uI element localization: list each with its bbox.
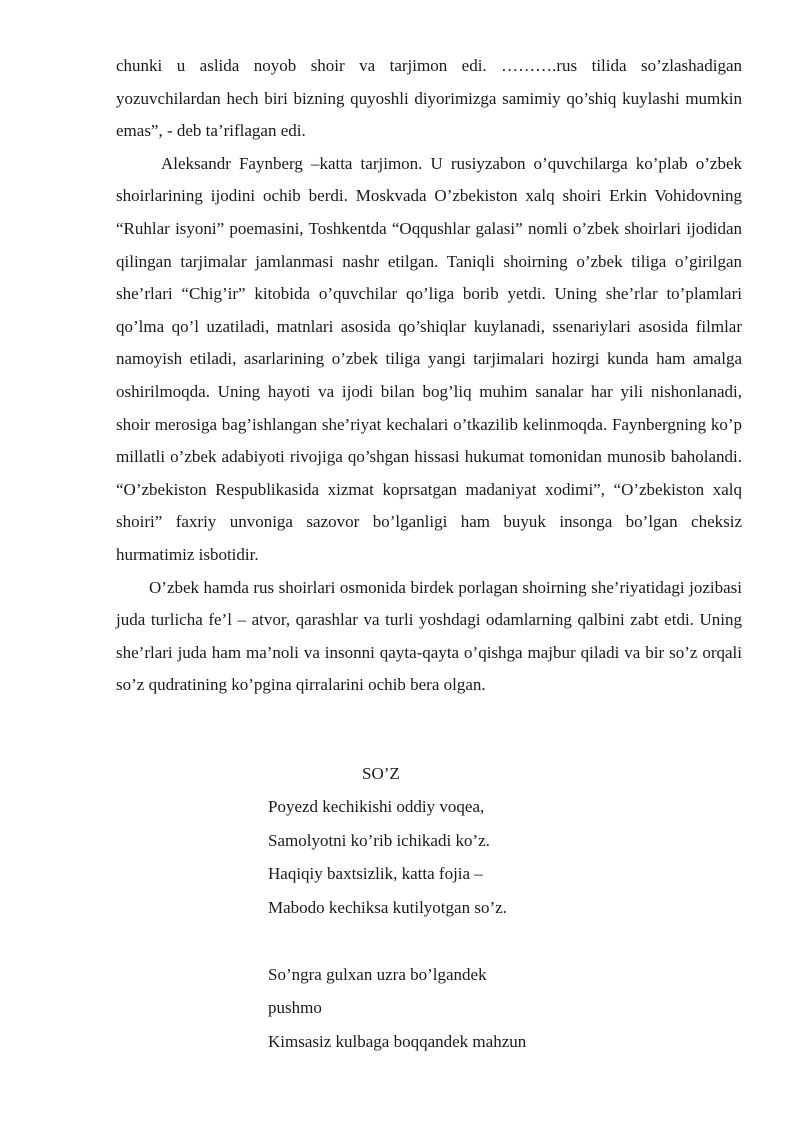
poem-word: So’ngra xyxy=(268,964,322,984)
poem-line: Haqiqiy baxtsizlik, katta fojia – xyxy=(268,864,483,883)
poem xyxy=(268,790,568,1058)
body-text xyxy=(116,50,742,702)
poem-word: bo’lgandek xyxy=(410,964,487,984)
poem-line: Kimsasiz kulbaga boqqandek mahzun xyxy=(268,1031,527,1051)
poem-line: Samolyotni ko’rib ichikadi ko’z. xyxy=(268,830,490,850)
paragraph: O’zbek hamda rus shoirlari osmonida birdek porlagan shoirning she’riyatidagi jozibasi juda turlicha fe’l – atvor, qarashlar va turli yoshdagi odamlarning qalbini zabt etdi. Uning she’rlari juda ham ma’noli va insonni qayta-qayta o’qishga majbur qiladi va bir so’z orqali so’z qudratining ko’pgina qirralarini ochib bera olgan. xyxy=(116,577,742,695)
poem-title: SO’Z xyxy=(362,764,400,783)
stanza-gap xyxy=(268,924,568,958)
paragraph: chunki u aslida noyob shoir va tarjimon edi. ……….rus tilida so’zlashadigan yozuvchilardan hech biri bizning quyoshli diyorimizga samimiy qo’shiq kuylashi mumkin emas”, - deb ta’riflagan edi. xyxy=(116,56,742,141)
poem-word: gulxan xyxy=(326,964,373,984)
poem-line: Poyezd kechikishi oddiy voqea, xyxy=(268,797,485,816)
poem-line: pushmo xyxy=(268,998,322,1017)
poem-line: Mabodo kechiksa kutilyotgan so’z. xyxy=(268,897,507,917)
paragraph: Aleksandr Faynberg –katta tarjimon. U rusiyzabon o’quvchilarga ko’plab o’zbek shoirlarining ijodini ochib berdi. Moskvada O’zbekiston xalq shoiri Erkin Vohidovning “Ruhlar isyoni” poemasini, Toshkentda “Oqqushlar galasi” nomli o’zbek shoirlari ijodidan qilingan tarjimalar jamlanmasi nashr etilgan. Taniqli shoirning o’zbek tiliga o’girilgan she’rlari “Chig’ir” kitobida o’quvchilar qo’liga borib yetdi. Uning she’rlar to’plamlari qo’lma qo’l uzatiladi, matnlari asosida qo’shiqlar kuylanadi, ssenariylari asosida filmlar namoyish etiladi, asarlarining o’zbek tiliga yangi tarjimalari hozirgi kunda ham amalga oshirilmoqda. Uning hayoti va ijodi bilan bog’liq muhim sanalar har yili nishonlanadi, shoir merosiga bag’ishlangan she’riyat kechalari o’tkazilib kelinmoqda. Faynbergning ko’p millatli o’zbek adabiyoti rivojiga qo’shgan hissasi hukumat tomonidan munosib baholandi. “O’zbekiston Respublikasida xizmat koprsatgan madaniyat xodimi”, “O’zbekiston xalq shoiri” faxriy unvoniga sazovor bo’lganligi ham buyuk insonga bo’lgan cheksiz hurmatimiz isbotidir. xyxy=(116,153,742,564)
poem-word: uzra xyxy=(376,964,406,984)
poem-line xyxy=(268,958,562,992)
